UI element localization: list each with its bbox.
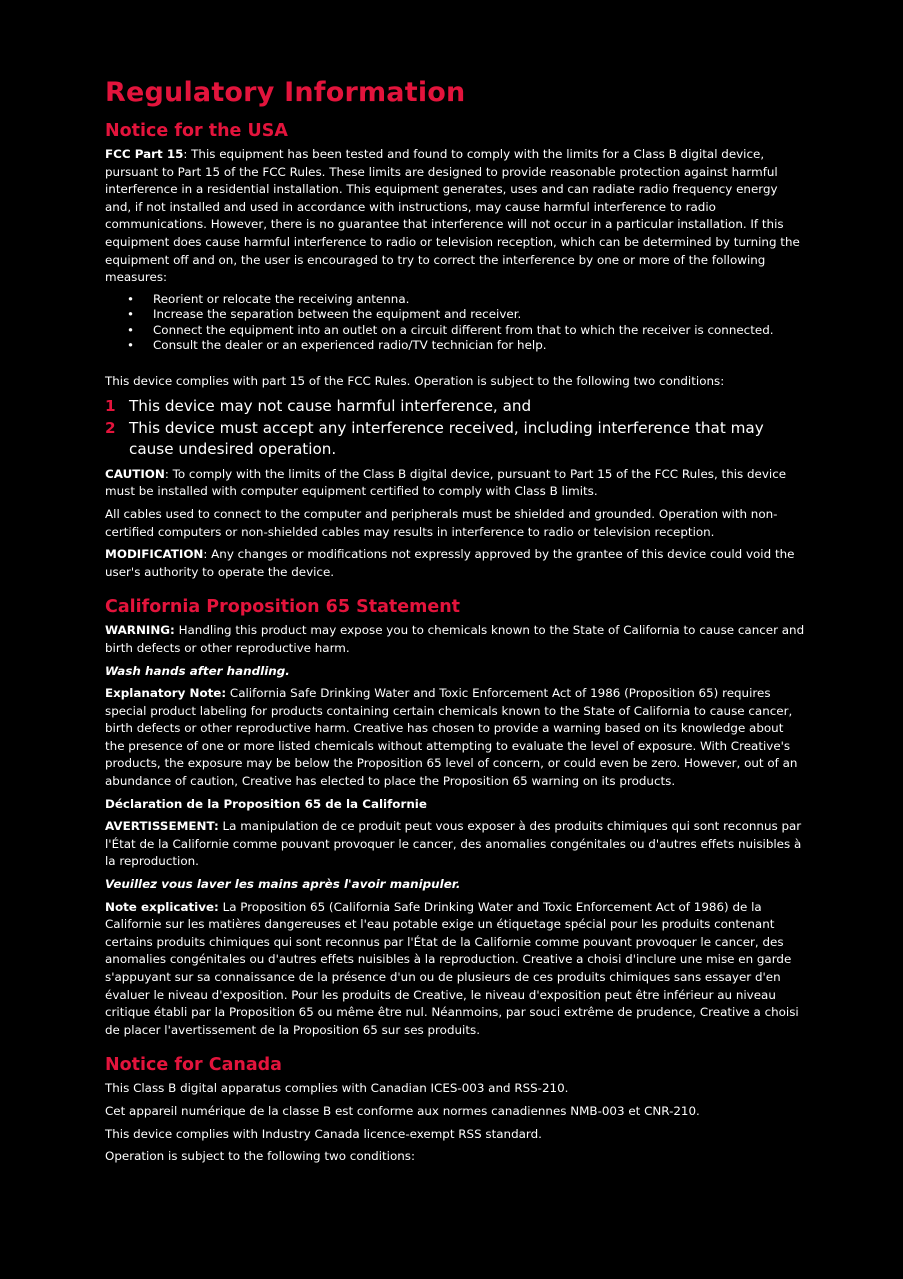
canada-heading: Notice for Canada — [105, 1055, 282, 1076]
fr-wash-hands-note: Veuillez vous laver les mains après l'avoir manipuler. — [105, 877, 461, 892]
fr-warning-paragraph — [105, 818, 805, 871]
conditions-list — [105, 396, 805, 461]
page-title: Regulatory Information — [105, 77, 466, 108]
condition-item — [105, 396, 805, 418]
complies-paragraph: This device complies with part 15 of the FCC Rules. Operation is subject to the following two conditions: — [105, 374, 725, 389]
explanatory-note-text: California Safe Drinking Water and Toxic Enforcement Act of 1986 (Proposition 65) requires special product labeling for products containing certain chemicals known to the State of California to cause cancer, birth defects or other reproductive harm. Creative has chosen to provide a warning based on its knowledge about the presence of one or more listed chemicals without attempting to evaluate the level of exposure. With Creative's products, the exposure may be below the Proposition 65 level of concern, or could even be zero. However, out of an abundance of caution, Creative has elected to place the Proposition 65 warning on its products. — [105, 686, 798, 789]
fr-note-label: Note explicative: — [105, 899, 219, 914]
bullet-icon: • — [127, 307, 135, 322]
list-item-text: Reorient or relocate the receiving antenna. — [153, 291, 410, 306]
cables-paragraph: All cables used to connect to the computer and peripherals must be shielded and grounded. Operation with non-certified computers or non-shielded cables may results in interference to radio or television reception. — [105, 506, 778, 539]
bullet-icon: • — [127, 291, 135, 306]
condition-number: 2 — [105, 418, 116, 437]
list-item-text: Connect the equipment into an outlet on a circuit different from that to which the receiver is connected. — [153, 322, 774, 337]
usa-heading: Notice for the USA — [105, 121, 288, 141]
condition-text: This device must accept any interference received, including interference that may cause undesired operation. — [129, 418, 764, 459]
fcc-text: : This equipment has been tested and found to comply with the limits for a Class B digital device, pursuant to Part 15 of the FCC Rules. These limits are designed to provide reasonable protection against harmful interference in a residential installation. This equipment generates, uses and can radiate radio frequency energy and, if not installed and used in accordance with instructions, may cause harmful interference to radio communications. However, there is no guarantee that interference will not occur in a particular installation. If this equipment does cause harmful interference to radio or television reception, which can be determined by turning the equipment off and on, the user is encouraged to try to correct the interference by one or more of the following measures: — [105, 147, 800, 285]
caution-label: CAUTION — [105, 466, 165, 481]
explanatory-note-label: Explanatory Note: — [105, 686, 227, 701]
list-item — [127, 337, 805, 353]
list-item — [127, 322, 805, 338]
fr-note-text: La Proposition 65 (California Safe Drinking Water and Toxic Enforcement Act of 1986) de la Californie sur les matières dangereuses et l'eau potable exige un étiquetage spécial pour les produits contenant certains produits chimiques qui sont reconnus par l'État de la Californie comme pouvant provoquer le cancer, des anomalies congénitales ou d'autres effets nuisibles à la reproduction. Creative a choisi d'inclure une mise en garde s'appuyant sur sa connaissance de la présence d'un ou de plusieurs de ces produits chimiques sans essayer d'en évaluer le niveau d'exposition. Pour les produits de Creative, le niveau d'exposition peut être inférieur au niveau critique établi par la Proposition 65 ou même être nul. Néanmoins, par souci extrême de prudence, Creative a choisi de placer l'avertissement de la Proposition 65 sur ses produits. — [105, 899, 799, 1037]
warning-paragraph — [105, 622, 805, 657]
warning-text: Handling this product may expose you to chemicals known to the State of California to cause cancer and birth defects or other reproductive harm. — [105, 623, 805, 655]
fr-heading-text: Déclaration de la Proposition 65 de la Californie — [105, 796, 427, 811]
modification-label: MODIFICATION — [105, 547, 204, 562]
caution-paragraph — [105, 466, 805, 501]
document-page — [105, 76, 805, 1171]
condition-item — [105, 418, 805, 461]
measures-list — [105, 292, 805, 354]
fr-warning-text: La manipulation de ce produit peut vous exposer à des produits chimiques qui sont reconnus par l'État de la Californie comme pouvant provoquer le cancer, des anomalies congénitales ou d'autres effets nuisibles à la reproduction. — [105, 819, 802, 869]
modification-text: : Any changes or modifications not expressly approved by the grantee of this device could void the user's authority to operate the device. — [105, 547, 795, 579]
condition-number: 1 — [105, 396, 116, 415]
list-item-text: Consult the dealer or an experienced radio/TV technician for help. — [153, 337, 547, 352]
explanatory-note-paragraph — [105, 685, 805, 791]
wash-hands-note: Wash hands after handling. — [105, 663, 290, 678]
fcc-paragraph — [105, 146, 805, 287]
fr-heading — [105, 796, 805, 814]
canada-line: Operation is subject to the following two conditions: — [105, 1149, 415, 1164]
modification-paragraph — [105, 546, 805, 581]
list-item — [127, 291, 805, 307]
canada-line: This Class B digital apparatus complies with Canadian ICES-003 and RSS-210. — [105, 1081, 569, 1096]
list-item — [127, 307, 805, 322]
fcc-label: FCC Part 15 — [105, 147, 184, 161]
warning-label: WARNING: — [105, 623, 175, 638]
canada-line: This device complies with Industry Canada licence-exempt RSS standard. — [105, 1126, 542, 1141]
canada-line: Cet appareil numérique de la classe B est conforme aux normes canadiennes NMB-003 et CNR-210. — [105, 1103, 700, 1118]
list-item-text: Increase the separation between the equipment and receiver. — [153, 307, 522, 322]
california-heading: California Proposition 65 Statement — [105, 597, 461, 618]
caution-text: : To comply with the limits of the Class B digital device, pursuant to Part 15 of the FCC Rules, this device must be installed with computer equipment certified to comply with Class B limits. — [105, 466, 787, 499]
fr-warning-label: AVERTISSEMENT: — [105, 819, 219, 834]
condition-text: This device may not cause harmful interference, and — [129, 396, 532, 415]
bullet-icon: • — [127, 337, 135, 352]
bullet-icon: • — [127, 322, 135, 337]
fr-note-paragraph — [105, 899, 805, 1040]
